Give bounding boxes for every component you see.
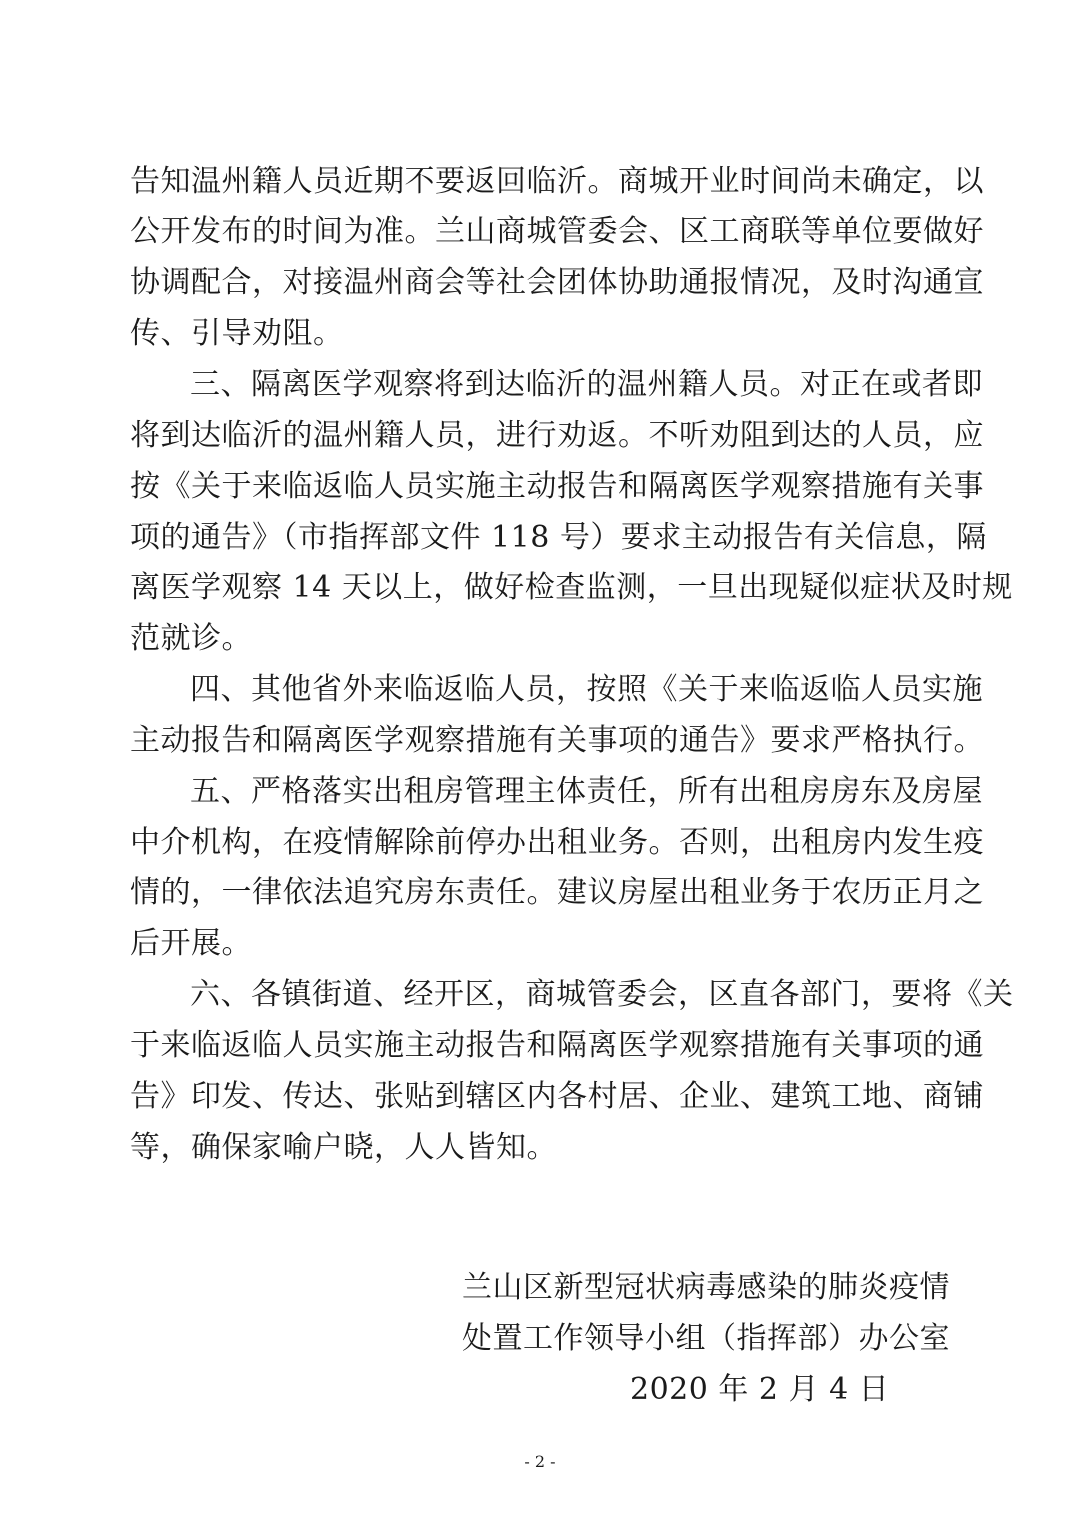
body-line: 传、引导劝阻。 [130,316,344,351]
body-line: 主动报告和隔离医学观察措施有关事项的通告》要求严格执行。 [130,723,984,758]
body-line: 将到达临沂的温州籍人员，进行劝返。不听劝阻到达的人员，应 [130,418,984,453]
paragraph-5-first-line: 五、严格落实出租房管理主体责任，所有出租房房东及房屋 [190,774,983,809]
paragraph-4-first-line: 四、其他省外来临返临人员，按照《关于来临返临人员实施 [190,672,983,707]
body-line: 告》印发、传达、张贴到辖区内各村居、企业、建筑工地、商铺 [130,1079,984,1114]
signature-org-line1: 兰山区新型冠状病毒感染的肺炎疫情 [462,1270,950,1305]
signature-date: 2020 年 2 月 4 日 [630,1372,890,1407]
body-line: 范就诊。 [130,621,252,656]
page-number: - 2 - [524,1452,556,1471]
body-line: 后开展。 [130,926,252,961]
body-line: 中介机构，在疫情解除前停办出租业务。否则，出租房内发生疫 [130,825,984,860]
body-line: 告知温州籍人员近期不要返回临沂。商城开业时间尚未确定，以 [130,164,984,199]
body-line: 按《关于来临返临人员实施主动报告和隔离医学观察措施有关事 [130,469,984,504]
paragraph-6-first-line: 六、各镇街道、经开区，商城管委会，区直各部门，要将《关 [190,977,1014,1012]
body-line: 公开发布的时间为准。兰山商城管委会、区工商联等单位要做好 [130,214,984,249]
body-line: 项的通告》（市指挥部文件 118 号）要求主动报告有关信息，隔 [130,520,987,555]
body-line: 离医学观察 14 天以上，做好检查监测，一旦出现疑似症状及时规 [130,570,1013,605]
body-line: 等，确保家喻户晓，人人皆知。 [130,1130,557,1165]
signature-org-line2: 处置工作领导小组（指挥部）办公室 [462,1321,950,1356]
body-line: 于来临返临人员实施主动报告和隔离医学观察措施有关事项的通 [130,1028,984,1063]
paragraph-3-first-line: 三、隔离医学观察将到达临沂的温州籍人员。对正在或者即 [190,367,983,402]
body-line: 协调配合，对接温州商会等社会团体协助通报情况，及时沟通宣 [130,265,984,300]
body-line: 情的，一律依法追究房东责任。建议房屋出租业务于农历正月之 [130,875,984,910]
